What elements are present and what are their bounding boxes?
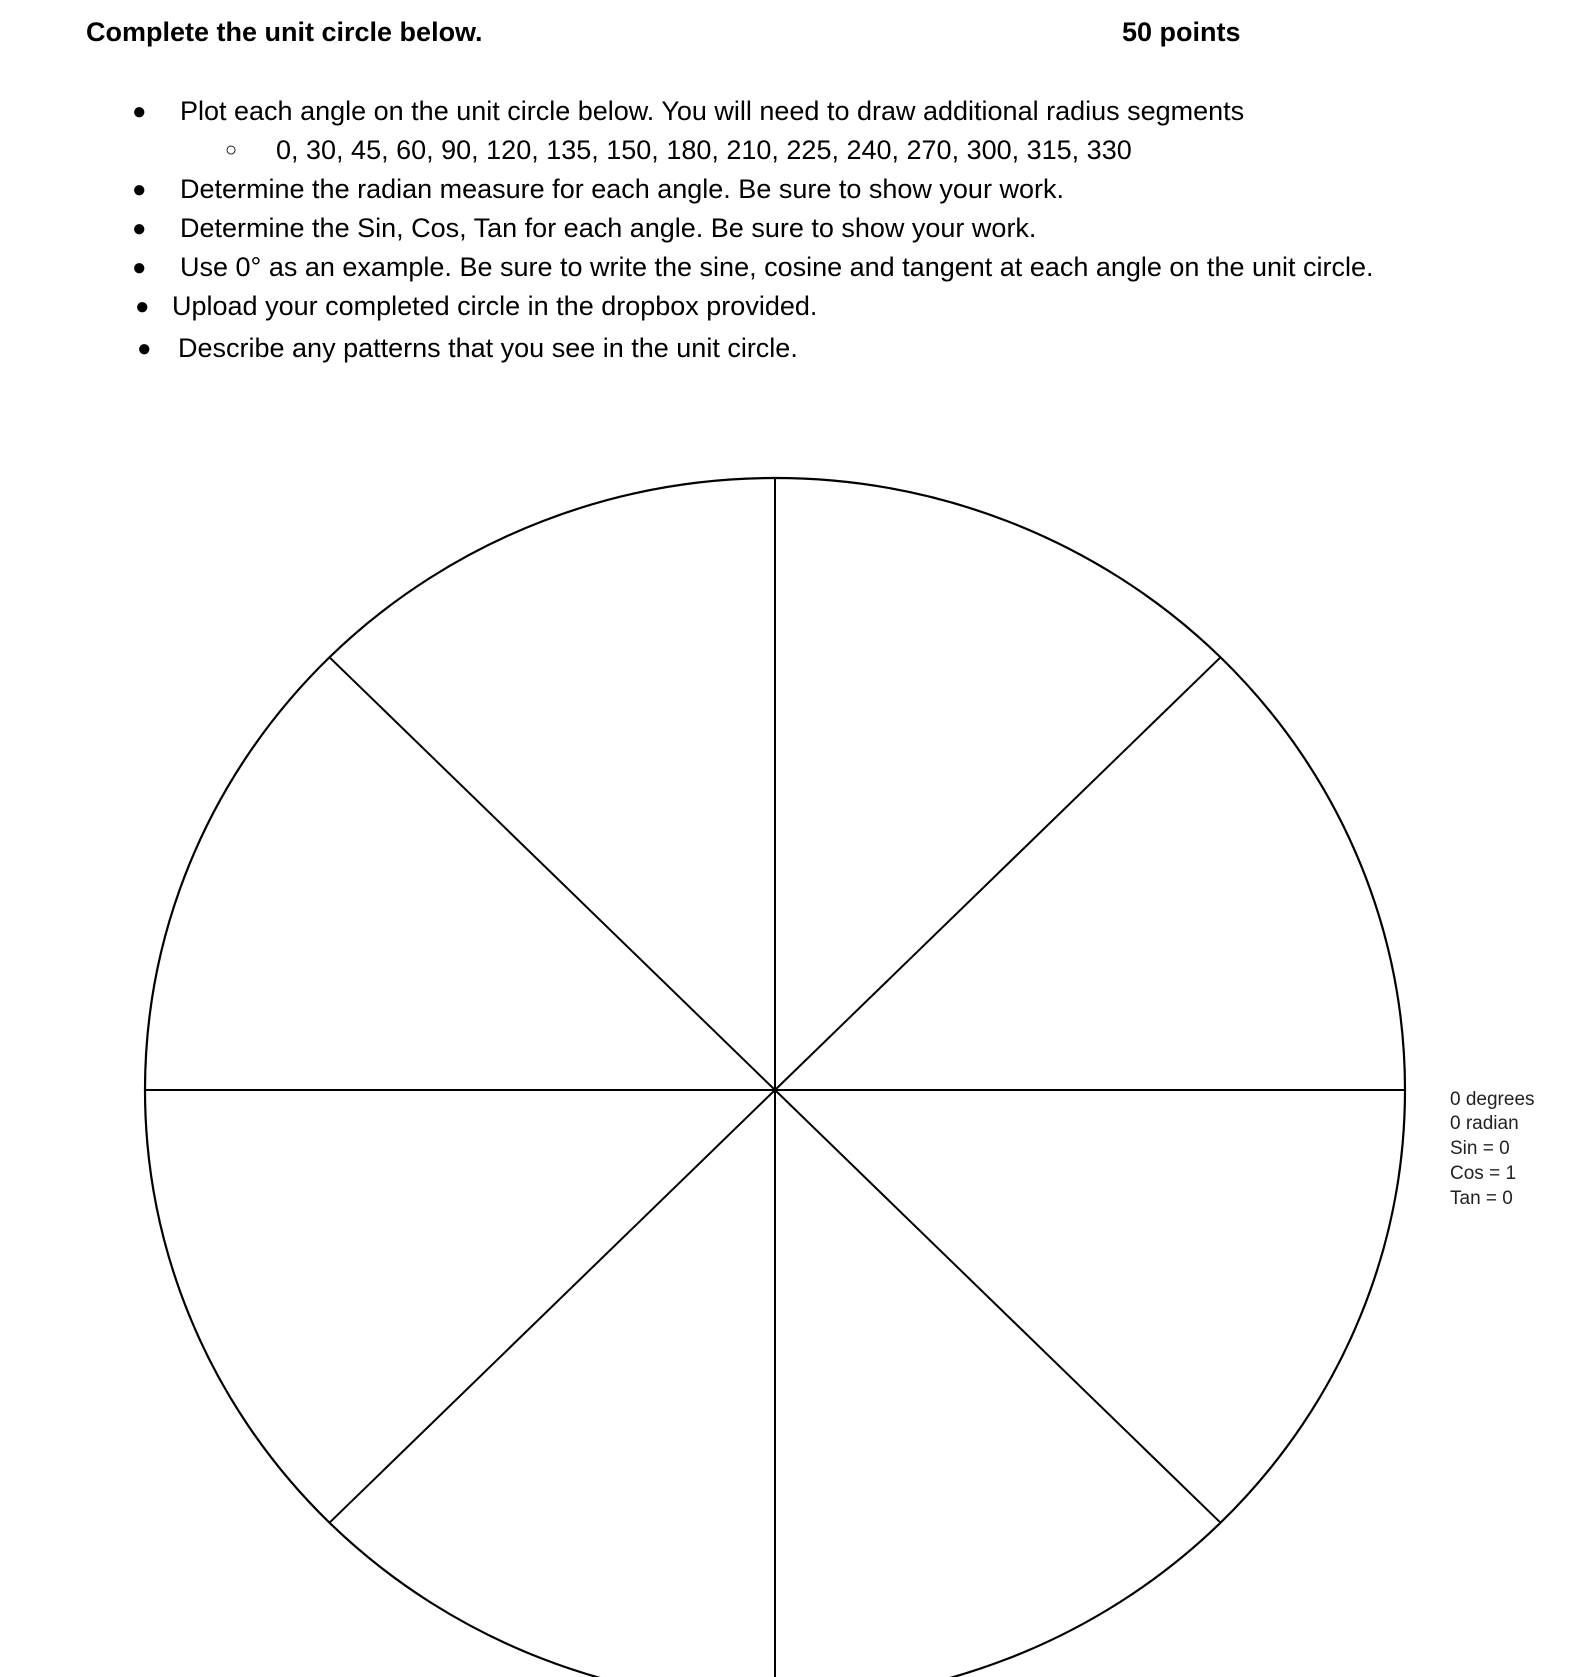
hollow-bullet-icon: ○	[225, 139, 238, 161]
instruction-example: Use 0° as an example. Be sure to write the sine, cosine and tangent at each angle on the unit circle.	[180, 252, 1374, 282]
bullet-icon: ●	[132, 254, 147, 281]
bullet-icon: ●	[132, 176, 147, 203]
radius-line-315-deg	[775, 1090, 1221, 1523]
example-cos: Cos = 1	[1450, 1163, 1517, 1184]
bullet-icon: ●	[132, 98, 147, 125]
instruction-patterns: Describe any patterns that you see in the unit circle.	[178, 333, 798, 363]
example-radian: 0 radian	[1450, 1113, 1519, 1134]
bullet-icon: ●	[137, 335, 152, 362]
instruction-radian-measure: Determine the radian measure for each angle. Be sure to show your work.	[180, 174, 1064, 204]
example-sin: Sin = 0	[1450, 1138, 1510, 1159]
radius-line-45-deg	[775, 657, 1221, 1090]
instruction-plot-angles: Plot each angle on the unit circle below. You will need to draw additional radius segments	[180, 96, 1245, 126]
points-label: 50 points	[1122, 17, 1241, 47]
worksheet-title: Complete the unit circle below.	[86, 17, 483, 47]
radius-line-135-deg	[330, 657, 776, 1090]
radius-segments	[145, 478, 1405, 1677]
radius-line-225-deg	[330, 1090, 776, 1523]
instruction-sin-cos-tan: Determine the Sin, Cos, Tan for each angle. Be sure to show your work.	[180, 213, 1037, 243]
bullet-icon: ●	[135, 293, 150, 320]
bullet-icon: ●	[132, 215, 147, 242]
example-tan: Tan = 0	[1450, 1188, 1513, 1209]
example-degrees: 0 degrees	[1450, 1089, 1535, 1110]
instruction-upload: Upload your completed circle in the dropbox provided.	[172, 291, 818, 321]
angles-list: 0, 30, 45, 60, 90, 120, 135, 150, 180, 210, 225, 240, 270, 300, 315, 330	[276, 135, 1132, 165]
